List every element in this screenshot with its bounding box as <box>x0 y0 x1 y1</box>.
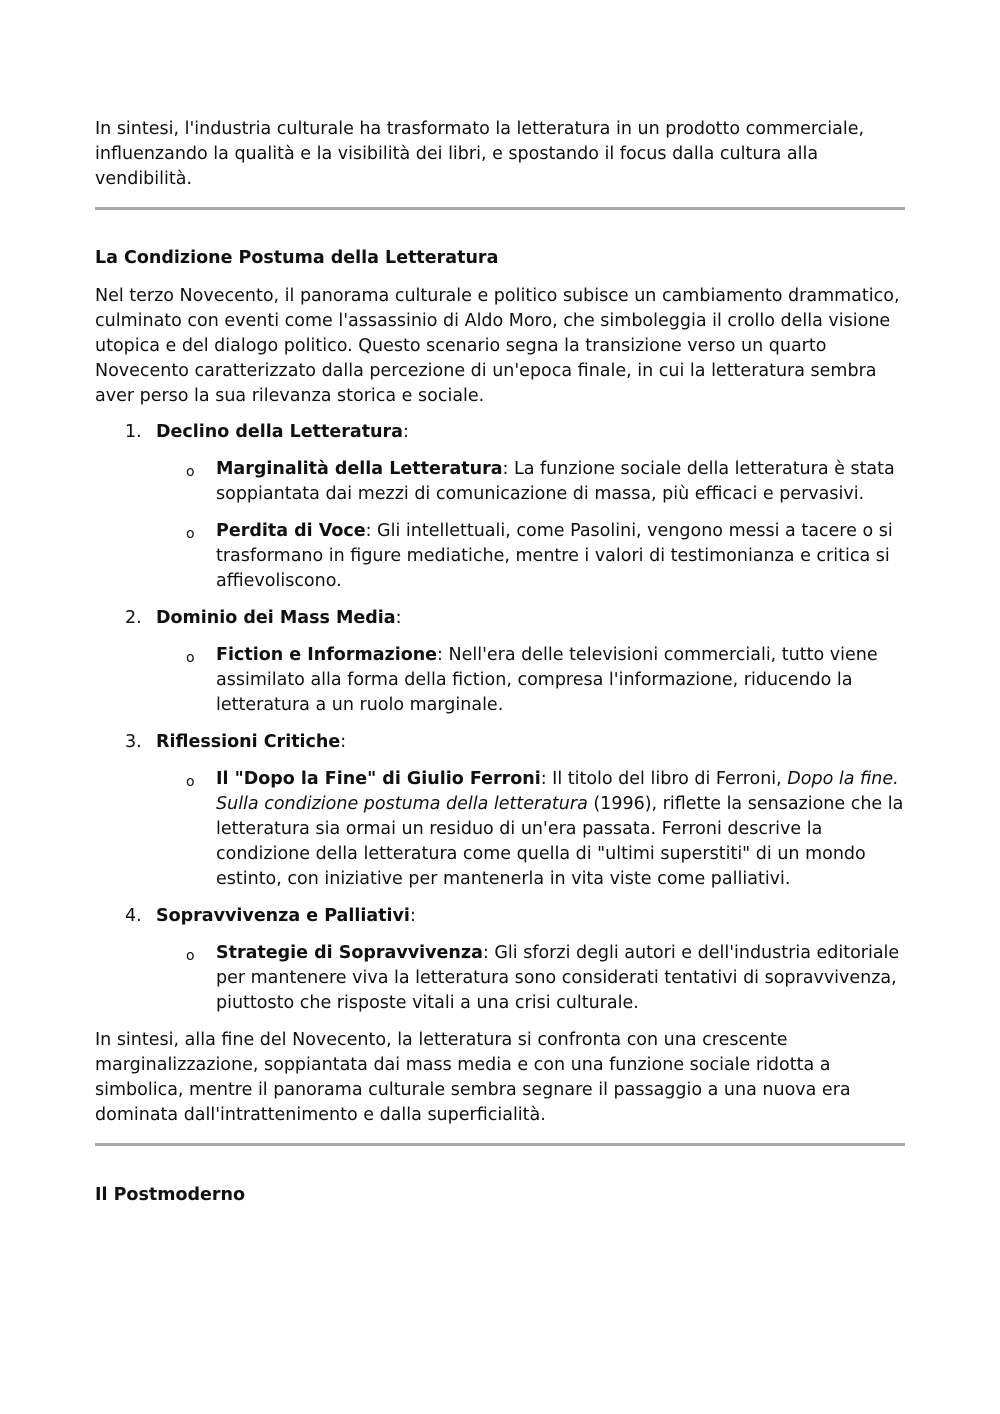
bullet-icon: o <box>186 774 195 790</box>
closing-paragraph: In sintesi, alla fine del Novecento, la letteratura si confronta con una crescente marginalizzazione, soppiantata dai mass media e con una funzione sociale ridotta a simbolica, mentre il panorama culturale sembra segnare il passaggio a una nuova era dominata dall'intrattenimento e dalla superficialità. <box>95 1030 851 1125</box>
list-item-colon: : <box>340 732 347 752</box>
list-item <box>95 420 905 594</box>
sub-item-text: (1996), riflette la sensazione che la letteratura sia ormai un residuo di un'era passata. Ferroni descrive la condizione della letteratura come quella di "ultimi superstiti" di un mondo estinto, con iniziative per mantenerla in vita viste come palliativi. <box>216 794 904 889</box>
sub-list-item <box>156 457 905 507</box>
numbered-list <box>95 420 905 1016</box>
sub-list <box>156 767 905 892</box>
list-item-title: Declino della Letteratura <box>156 422 403 442</box>
sub-list <box>156 941 905 1016</box>
sub-item-title: Marginalità della Letteratura <box>216 459 503 479</box>
list-number: 3. <box>125 732 142 752</box>
sub-item-text: : Nell'era delle televisioni commerciali, tutto viene assimilato alla forma della fiction, compresa l'informazione, riducendo la letteratura a un ruolo marginale. <box>216 645 878 715</box>
list-item-colon: : <box>409 906 416 926</box>
bullet-icon: o <box>186 650 195 666</box>
sub-item-title: Fiction e Informazione <box>216 645 438 665</box>
sub-item-text: : La funzione sociale della letteratura è stata soppiantata dai mezzi di comunicazione di massa, più efficaci e pervasivi. <box>216 459 895 504</box>
sub-item-title: Il "Dopo la Fine" di Giulio Ferroni <box>216 769 541 789</box>
list-item <box>95 904 905 1016</box>
list-number: 4. <box>125 906 142 926</box>
section-paragraph: Nel terzo Novecento, il panorama culturale e politico subisce un cambiamento drammatico, culminato con eventi come l'assassinio di Aldo Moro, che simboleggia il crollo della visione utopica e del dialogo politico. Questo scenario segna la transizione verso un quarto Novecento caratterizzato dalla percezione di un'epoca finale, in cui la letteratura sembra aver perso la sua rilevanza storica e sociale. <box>95 286 900 406</box>
intro-paragraph: In sintesi, l'industria culturale ha trasformato la letteratura in un prodotto commerciale, influenzando la qualità e la visibilità dei libri, e spostando il focus dalla cultura alla vendibilità. <box>95 119 865 189</box>
list-item <box>95 606 905 718</box>
list-item-colon: : <box>395 608 402 628</box>
sub-list-item <box>156 767 905 892</box>
list-item <box>95 730 905 892</box>
sub-list-item <box>156 519 905 594</box>
section-heading: La Condizione Postuma della Letteratura <box>95 248 499 268</box>
sub-list <box>156 457 905 594</box>
book-title: Dopo la fine. Sulla condizione postuma della letteratura <box>216 769 899 814</box>
sub-item-title: Strategie di Sopravvivenza <box>216 943 483 963</box>
sub-list-item <box>156 941 905 1016</box>
bullet-icon: o <box>186 948 195 964</box>
bullet-icon: o <box>186 464 195 480</box>
sub-list <box>156 643 905 718</box>
sub-item-title: Perdita di Voce <box>216 521 366 541</box>
section-divider <box>95 1143 905 1146</box>
section-heading: Il Postmoderno <box>95 1185 245 1205</box>
sub-item-text: : Il titolo del libro di Ferroni, <box>540 769 788 789</box>
document-page <box>95 117 905 1208</box>
sub-item-text: : Gli sforzi degli autori e dell'industria editoriale per mantenere viva la letteratura sono considerati tentativi di sopravvivenza, piuttosto che risposte vitali a una crisi culturale. <box>216 943 900 1013</box>
sub-item-text: : Gli intellettuali, come Pasolini, vengono messi a tacere o si trasformano in figure mediatiche, mentre i valori di testimonianza e critica si affievoliscono. <box>216 521 893 591</box>
bullet-icon: o <box>186 526 195 542</box>
list-item-title: Dominio dei Mass Media <box>156 608 396 628</box>
list-item-colon: : <box>402 422 409 442</box>
section-divider <box>95 207 905 210</box>
list-number: 2. <box>125 608 142 628</box>
list-item-title: Riflessioni Critiche <box>156 732 341 752</box>
list-item-title: Sopravvivenza e Palliativi <box>156 906 410 926</box>
list-number: 1. <box>125 422 142 442</box>
sub-list-item <box>156 643 905 718</box>
